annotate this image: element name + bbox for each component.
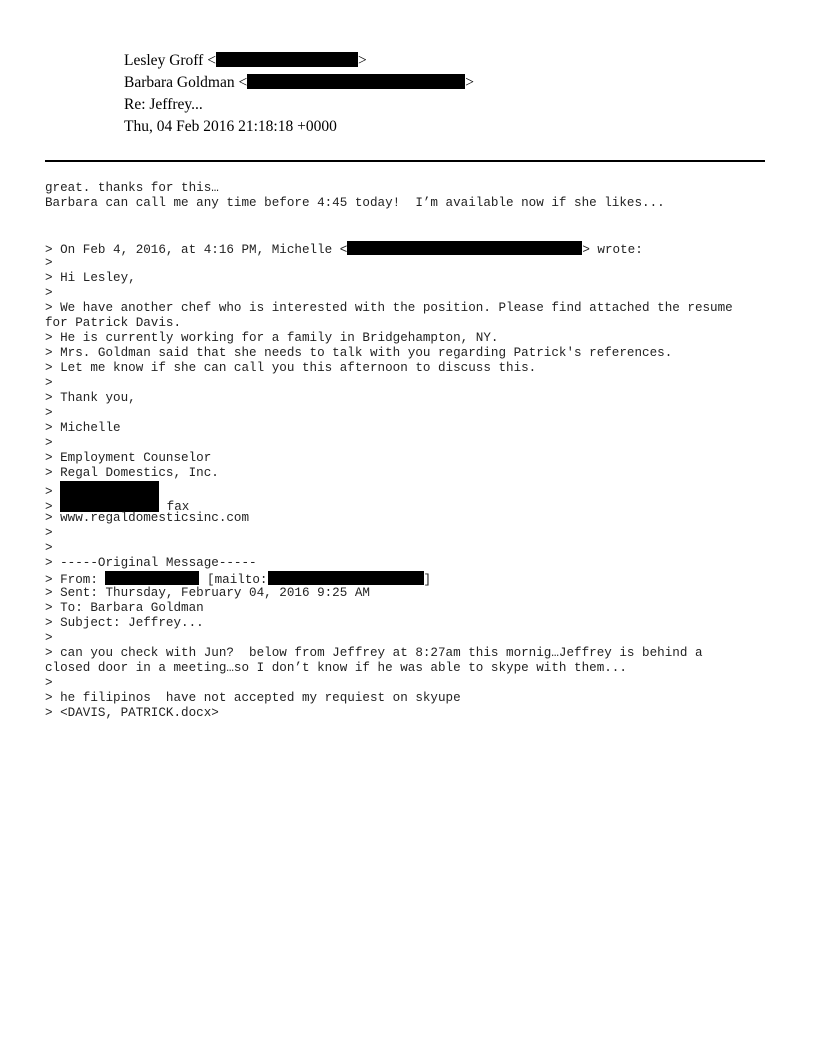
from-close: > <box>357 52 367 69</box>
redaction-box <box>247 74 465 89</box>
quoted-text: ] <box>423 573 432 587</box>
quoted-line-on <box>45 241 733 256</box>
quoted-line: > Mrs. Goldman said that she needs to talk with you regarding Patrick's references. <box>45 346 673 360</box>
header-divider <box>45 160 765 162</box>
quoted-text: > On Feb 4, 2016, at 4:16 PM, Michelle < <box>45 243 348 257</box>
quoted-line: > <box>45 526 53 540</box>
quoted-line: > <box>45 541 53 555</box>
quoted-line: > To: Barbara Goldman <box>45 601 204 615</box>
redaction-box <box>268 571 424 585</box>
quoted-text: [mailto: <box>199 573 268 587</box>
quoted-text: > wrote: <box>582 243 643 257</box>
body-line: great. thanks for this… <box>45 181 219 195</box>
quoted-line: > Sent: Thursday, February 04, 2016 9:25 AM <box>45 586 370 600</box>
quoted-line: > <box>45 436 53 450</box>
redaction-box <box>105 571 199 585</box>
quoted-text: > <box>45 500 61 514</box>
quoted-line: > He is currently working for a family in Bridgehampton, NY. <box>45 331 499 345</box>
quoted-line: > We have another chef who is interested with the position. Please find attached the resume <box>45 301 733 315</box>
quoted-line: > he filipinos have not accepted my requiest on skyupe <box>45 691 461 705</box>
date-value: Thu, 04 Feb 2016 21:18:18 +0000 <box>124 118 337 135</box>
quoted-line-fax <box>45 496 733 514</box>
to-value <box>124 74 474 92</box>
quoted-line: > <box>45 256 53 270</box>
quoted-line: > can you check with Jun? below from Jeffrey at 8:27am this mornig…Jeffrey is behind a <box>45 646 703 660</box>
quoted-line: > <box>45 406 53 420</box>
quoted-line: > Employment Counselor <box>45 451 212 465</box>
quoted-line: > <box>45 676 53 690</box>
redaction-box <box>216 52 358 67</box>
attachment-line: > <DAVIS, PATRICK.docx> <box>45 706 219 720</box>
quoted-line: > Regal Domestics, Inc. <box>45 466 219 480</box>
body-line: Barbara can call me any time before 4:45 today! I’m available now if she likes... <box>45 196 665 210</box>
quoted-line-redacted <box>45 481 733 499</box>
quoted-line: > <box>45 376 53 390</box>
blank-line <box>45 211 733 226</box>
quoted-line: > Thank you, <box>45 391 136 405</box>
quoted-text: > From: <box>45 573 106 587</box>
quoted-line: > Hi Lesley, <box>45 271 136 285</box>
from-name: Lesley Groff < <box>124 52 216 69</box>
to-name: Barbara Goldman < <box>124 74 248 91</box>
redaction-box <box>60 496 159 512</box>
email-body <box>45 181 733 721</box>
quoted-line: > -----Original Message----- <box>45 556 257 570</box>
quoted-line: > <box>45 286 53 300</box>
quoted-text: > <box>45 485 61 499</box>
redaction-box <box>347 241 582 255</box>
quoted-line: > Let me know if she can call you this afternoon to discuss this. <box>45 361 537 375</box>
blank-line <box>45 226 733 241</box>
quoted-line: > Michelle <box>45 421 121 435</box>
redaction-box <box>60 481 159 497</box>
quoted-line: for Patrick Davis. <box>45 316 182 330</box>
from-value <box>124 52 367 70</box>
quoted-line: closed door in a meeting…so I don’t know if he was able to skype with them... <box>45 661 627 675</box>
quoted-line: > www.regaldomesticsinc.com <box>45 511 250 525</box>
quoted-line-from <box>45 571 733 586</box>
subject-value: Re: Jeffrey... <box>124 96 203 113</box>
quoted-text: fax <box>159 500 190 514</box>
quoted-line: > Subject: Jeffrey... <box>45 616 204 630</box>
quoted-line: > <box>45 631 53 645</box>
to-close: > <box>465 74 474 91</box>
